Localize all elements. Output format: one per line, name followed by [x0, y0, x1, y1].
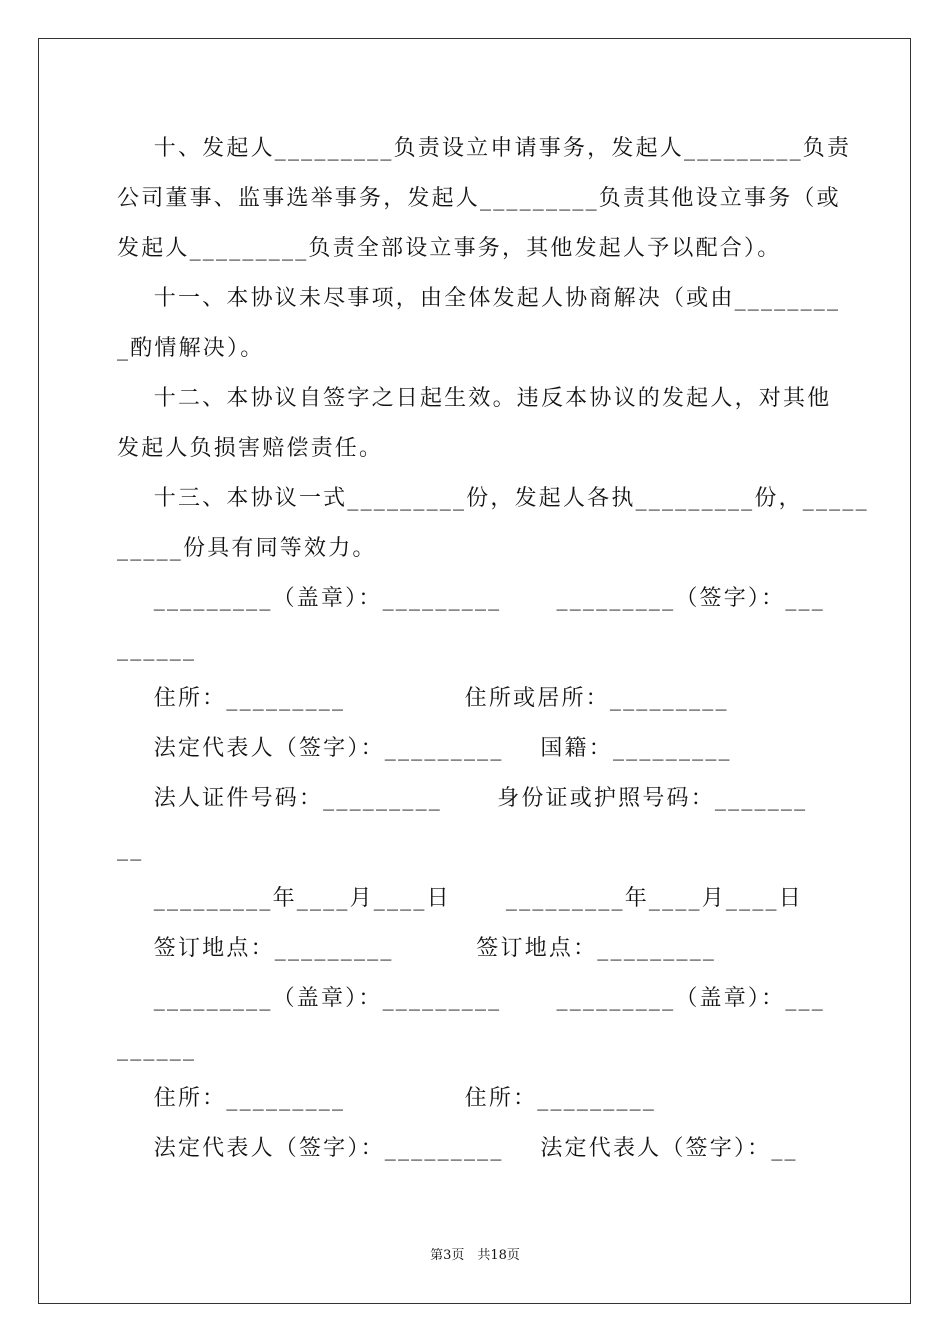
address-line-2: 住所：_________ 住所：_________	[117, 1086, 657, 1111]
page-border	[38, 38, 911, 1304]
clause-10-line-2: 公司董事、监事选举事务，发起人_________负责其他设立事务（或	[117, 186, 841, 211]
page-footer: 第3页 共18页	[430, 1248, 520, 1263]
seal-sign-line-2: ______	[117, 636, 197, 661]
clause-12-line-1: 十二、本协议自签字之日起生效。违反本协议的发起人，对其他	[117, 386, 832, 411]
clause-13-line-2: _____份具有同等效力。	[117, 536, 377, 561]
clause-10-line-3: 发起人_________负责全部设立事务，其他发起人予以配合）。	[117, 236, 782, 261]
id-number-line-2: __	[117, 836, 144, 861]
clause-12-line-2: 发起人负损害赔偿责任。	[117, 436, 384, 461]
sign-place-line: 签订地点：_________ 签订地点：_________	[117, 936, 717, 961]
clause-11-line-2: _酌情解决）。	[117, 336, 265, 361]
seal-sign-line-1: _________（盖章）：_________ _________（签字）：___	[117, 586, 825, 611]
seal-seal-line-2: ______	[117, 1036, 197, 1061]
legal-rep-line-2: 法定代表人（签字）：_________ 法定代表人（签字）：__	[117, 1136, 798, 1161]
clause-10-line-1: 十、发起人_________负责设立申请事务，发起人_________负责	[117, 136, 852, 161]
address-line: 住所：_________ 住所或居所：_________	[117, 686, 729, 711]
clause-11-line-1: 十一、本协议未尽事项，由全体发起人协商解决（或由________	[117, 286, 841, 311]
seal-seal-line-1: _________（盖章）：_________ _________（盖章）：___	[117, 986, 825, 1011]
clause-13-line-1: 十三、本协议一式_________份，发起人各执_________份，_____	[117, 486, 869, 511]
id-number-line-1: 法人证件号码：_________ 身份证或护照号码：_______	[117, 786, 808, 811]
date-line: _________年____月____日 _________年____月____日	[117, 886, 803, 911]
legal-rep-nationality-line: 法定代表人（签字）：_________ 国籍：_________	[117, 736, 732, 761]
